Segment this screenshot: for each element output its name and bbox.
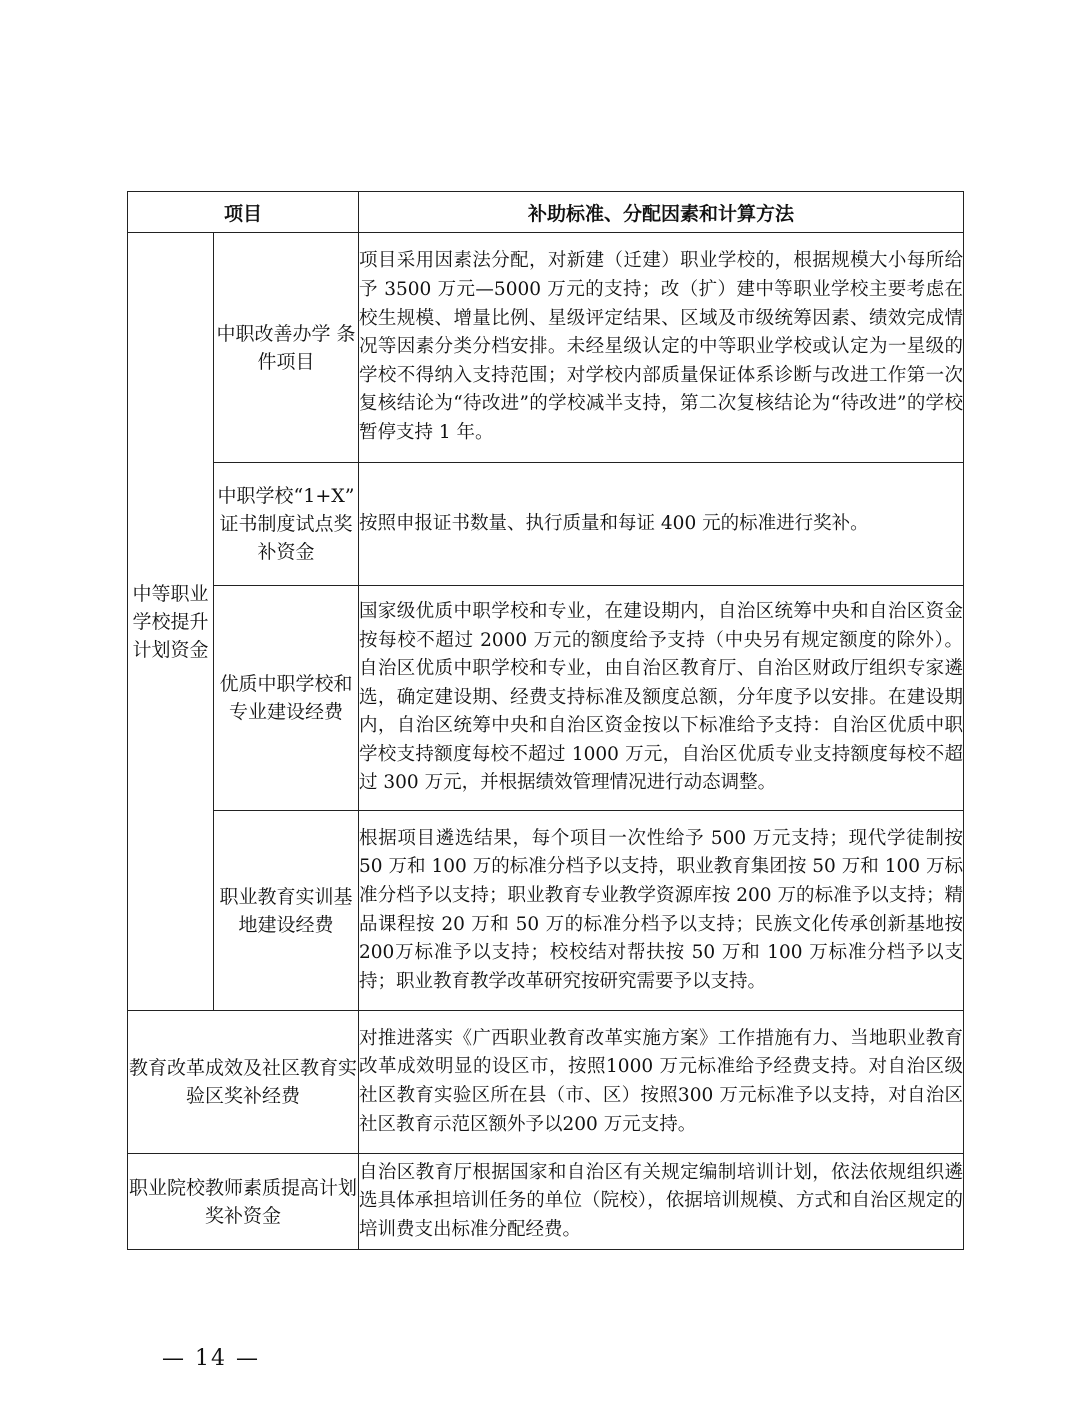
project-name: 教育改革成效及社区教育实验区奖补经费 [128, 1011, 359, 1154]
table-row [128, 811, 964, 1011]
project-description: 根据项目遴选结果，每个项目一次性给予 500 万元支持；现代学徒制按 50 万和 100 万的标准分档予以支持，职业教育集团按 50 万和 100 万标准分档予以支持；职业教育专业教学资源库按 200 万的标准予以支持；精品课程按 20 万和 50 万的标准分档予以支持；民族文化传承创新基地按200万标准予以支持；校校结对帮扶按 50 万和 100 万标准分档予以支持；职业教育教学改革研究按研究需要予以支持。 [359, 811, 964, 1011]
funding-table [127, 191, 964, 1250]
project-description: 国家级优质中职学校和专业，在建设期内，自治区统筹中央和自治区资金按每校不超过 2000 万元的额度给予支持（中央另有规定额度的除外）。自治区优质中职学校和专业，由自治区教育厅、自治区财政厅组织专家遴选，确定建设期、经费支持标准及额度总额，分年度予以安排。在建设期内，自治区统筹中央和自治区资金按以下标准给予支持：自治区优质中职学校支持额度每校不超过 1000 万元，自治区优质专业支持额度每校不超过 300 万元，并根据绩效管理情况进行动态调整。 [359, 586, 964, 811]
project-description: 按照申报证书数量、执行质量和每证 400 元的标准进行奖补。 [359, 463, 964, 586]
table-row [128, 463, 964, 586]
project-description: 对推进落实《广西职业教育改革实施方案》工作措施有力、当地职业教育改革成效明显的设区市，按照1000 万元标准给予经费支持。对自治区级社区教育实验区所在县（市、区）按照300 万元标准予以支持，对自治区社区教育示范区额外予以200 万元支持。 [359, 1011, 964, 1154]
table-header-row [128, 192, 964, 233]
project-name: 职业院校教师素质提高计划奖补资金 [128, 1154, 359, 1250]
header-item: 项目 [128, 192, 359, 233]
project-description: 项目采用因素法分配，对新建（迁建）职业学校的，根据规模大小每所给予 3500 万元—5000 万元的支持；改（扩）建中等职业学校主要考虑在校生规模、增量比例、星级评定结果、区域及市级统筹因素、绩效完成情况等因素分类分档安排。未经星级认定的中等职业学校或认定为一星级的学校不得纳入支持范围；对学校内部质量保证体系诊断与改进工作第一次复核结论为“待改进”的学校减半支持，第二次复核结论为“待改进”的学校暂停支持 1 年。 [359, 233, 964, 463]
table-row [128, 1011, 964, 1154]
project-name: 职业教育实训基地建设经费 [214, 811, 359, 1011]
project-name: 中职学校“1+X” 证书制度试点奖补资金 [214, 463, 359, 586]
project-name: 优质中职学校和专业建设经费 [214, 586, 359, 811]
project-description: 自治区教育厅根据国家和自治区有关规定编制培训计划，依法依规组织遴选具体承担培训任务的单位（院校），依据培训规模、方式和自治区规定的培训费支出标准分配经费。 [359, 1154, 964, 1250]
category-cell: 中等职业学校提升计划资金 [128, 233, 214, 1011]
project-name: 中职改善办学 条件项目 [214, 233, 359, 463]
table-row [128, 586, 964, 811]
table-row [128, 233, 964, 463]
header-method: 补助标准、分配因素和计算方法 [359, 192, 964, 233]
page-number: — 14 — [162, 1346, 260, 1371]
table-row [128, 1154, 964, 1250]
